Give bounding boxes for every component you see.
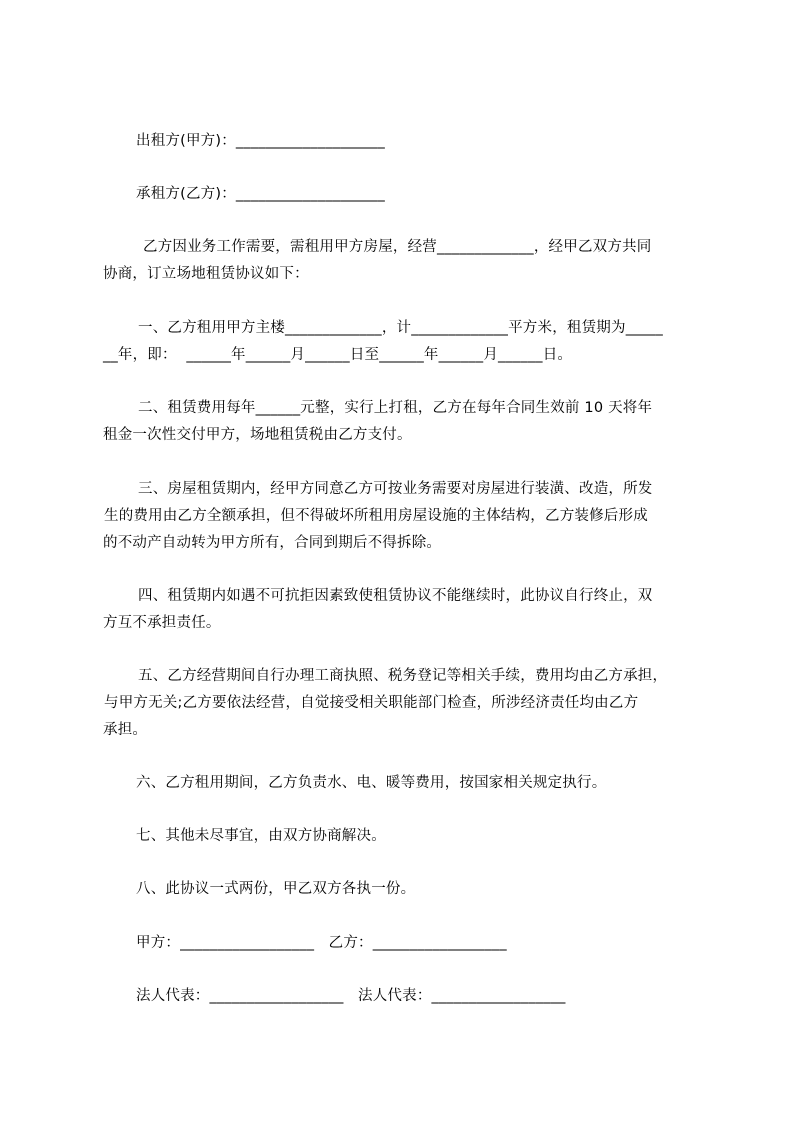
lessee-line: 承租方(乙方)：____________________ bbox=[136, 186, 385, 202]
clause-2-line-2: 租金一次性交付甲方，场地租赁税由乙方支付。 bbox=[103, 427, 412, 443]
intro-line-2: 协商，订立场地租赁协议如下： bbox=[103, 266, 309, 282]
signature-parties-line: 甲方：__________________ 乙方：__________________ bbox=[136, 935, 507, 951]
intro-line-1: 乙方因业务工作需要，需租用甲方房屋，经营_____________，经甲乙双方共同 bbox=[143, 239, 652, 255]
clause-2-line-1: 二、租赁费用每年______元整，实行上打租，乙方在每年合同生效前 10 天将年 bbox=[138, 400, 653, 416]
clause-4-line-1: 四、租赁期内如遇不可抗拒因素致使租赁协议不能继续时，此协议自行终止，双 bbox=[138, 588, 653, 604]
clause-3-line-1: 三、房屋租赁期内，经甲方同意乙方可按业务需要对房屋进行装潢、改造，所发 bbox=[138, 481, 653, 497]
clause-4-line-2: 方互不承担责任。 bbox=[103, 615, 221, 631]
clause-7: 七、其他未尽事宜，由双方协商解决。 bbox=[136, 828, 386, 844]
clause-5-line-1: 五、乙方经营期间自行办理工商执照、税务登记等相关手续，费用均由乙方承担， bbox=[138, 668, 668, 684]
clause-5-line-3: 承担。 bbox=[103, 722, 148, 738]
clause-1-line-2: __年，即： ______年______月______日至______年______月______日。 bbox=[103, 347, 573, 363]
signature-representatives-line: 法人代表：__________________ 法人代表：__________________ bbox=[136, 988, 566, 1004]
clause-1-line-1: 一、乙方租用甲方主楼_____________，计_____________平方米，租赁期为_____ bbox=[138, 320, 663, 336]
clause-8: 八、此协议一式两份，甲乙双方各执一份。 bbox=[136, 881, 416, 897]
clause-5-line-2: 与甲方无关;乙方要依法经营，自觉接受相关职能部门检查，所涉经济责任均由乙方 bbox=[104, 695, 639, 711]
clause-3-line-3: 的不动产自动转为甲方所有，合同到期后不得拆除。 bbox=[103, 535, 442, 551]
lessor-line: 出租方(甲方)：____________________ bbox=[136, 133, 385, 149]
clause-6: 六、乙方租用期间，乙方负责水、电、暖等费用，按国家相关规定执行。 bbox=[136, 775, 607, 791]
clause-3-line-2: 生的费用由乙方全额承担，但不得破坏所租用房屋设施的主体结构，乙方装修后形成 bbox=[104, 508, 648, 524]
